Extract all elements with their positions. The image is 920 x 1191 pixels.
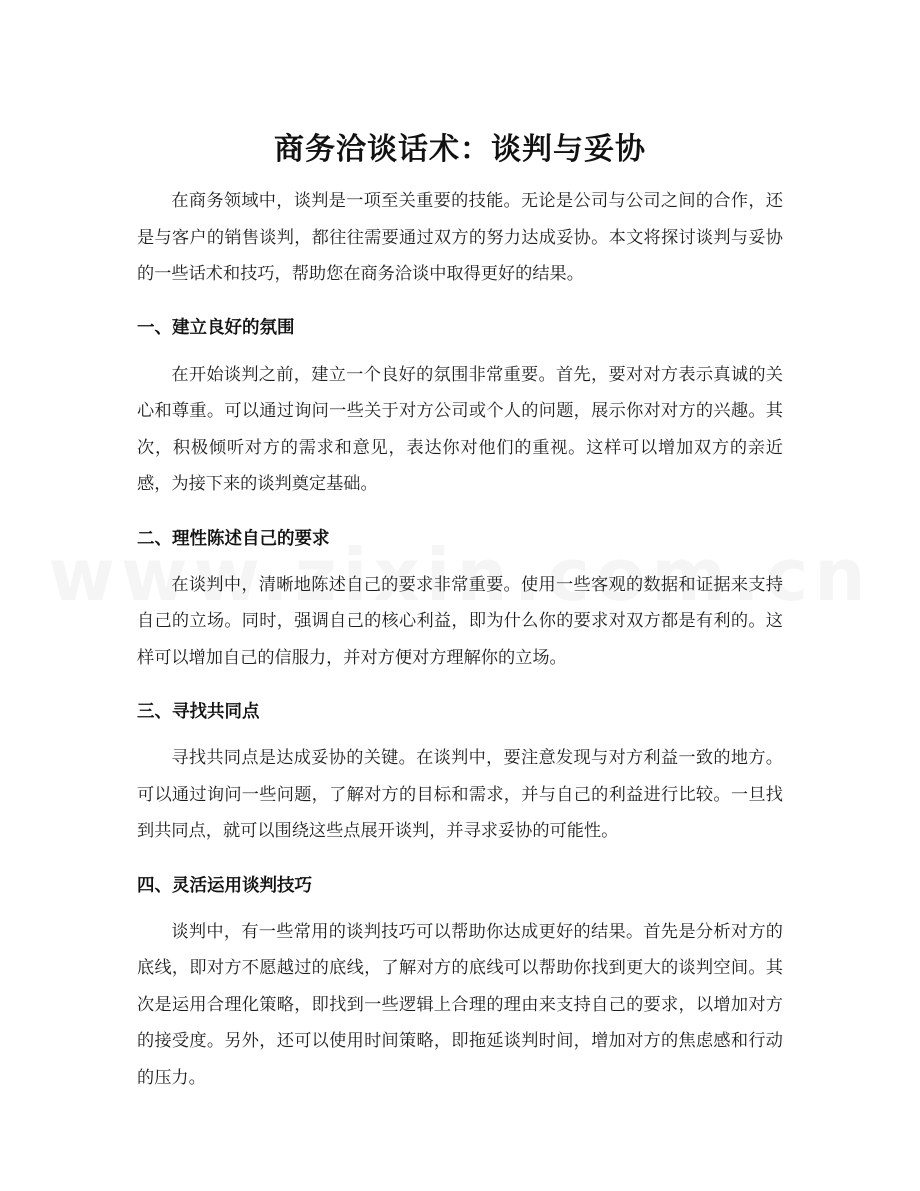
section-paragraph-2: 在谈判中，清晰地陈述自己的要求非常重要。使用一些客观的数据和证据来支持自己的立场。同时，强调自己的核心利益，即为什么你的要求对双方都是有利的。这样可以增加自己的信服力，并对方便对方理解你的立场。 <box>137 574 783 668</box>
section-paragraph-1: 在开始谈判之前，建立一个良好的氛围非常重要。首先，要对对方表示真诚的关心和尊重。可以通过询问一些关于对方公司或个人的问题，展示你对对方的兴趣。其次，积极倾听对方的需求和意见，表达你对他们的重视。这样可以增加双方的亲近感，为接下来的谈判奠定基础。 <box>137 364 783 494</box>
document-body <box>137 183 783 1096</box>
section-paragraph-3: 寻找共同点是达成妥协的关键。在谈判中，要注意发现与对方利益一致的地方。可以通过询问一些问题，了解对方的目标和需求，并与自己的利益进行比较。一旦找到共同点，就可以围绕这些点展开谈判，并寻求妥协的可能性。 <box>137 748 783 841</box>
section-heading-2: 二、理性陈述自己的要求 <box>137 528 330 549</box>
intro-paragraph: 在商务领域中，谈判是一项至关重要的技能。无论是公司与公司之间的合作，还是与客户的销售谈判，都往往需要通过双方的努力达成妥协。本文将探讨谈判与妥协的一些话术和技巧，帮助您在商务洽谈中取得更好的结果。 <box>137 191 783 284</box>
section-heading-1: 一、建立良好的氛围 <box>137 317 295 338</box>
section-paragraph-4: 谈判中，有一些常用的谈判技巧可以帮助你达成更好的结果。首先是分析对方的底线，即对方不愿越过的底线，了解对方的底线可以帮助你找到更大的谈判空间。其次是运用合理化策略，即找到一些逻辑上合理的理由来支持自己的要求，以增加对方的接受度。另外，还可以使用时间策略，即拖延谈判时间，增加对方的焦虑感和行动的压力。 <box>137 921 783 1088</box>
page-title: 商务洽谈话术：谈判与妥协 <box>274 132 646 168</box>
section-heading-4: 四、灵活运用谈判技巧 <box>137 875 312 896</box>
section-heading-3: 三、寻找共同点 <box>137 702 260 722</box>
